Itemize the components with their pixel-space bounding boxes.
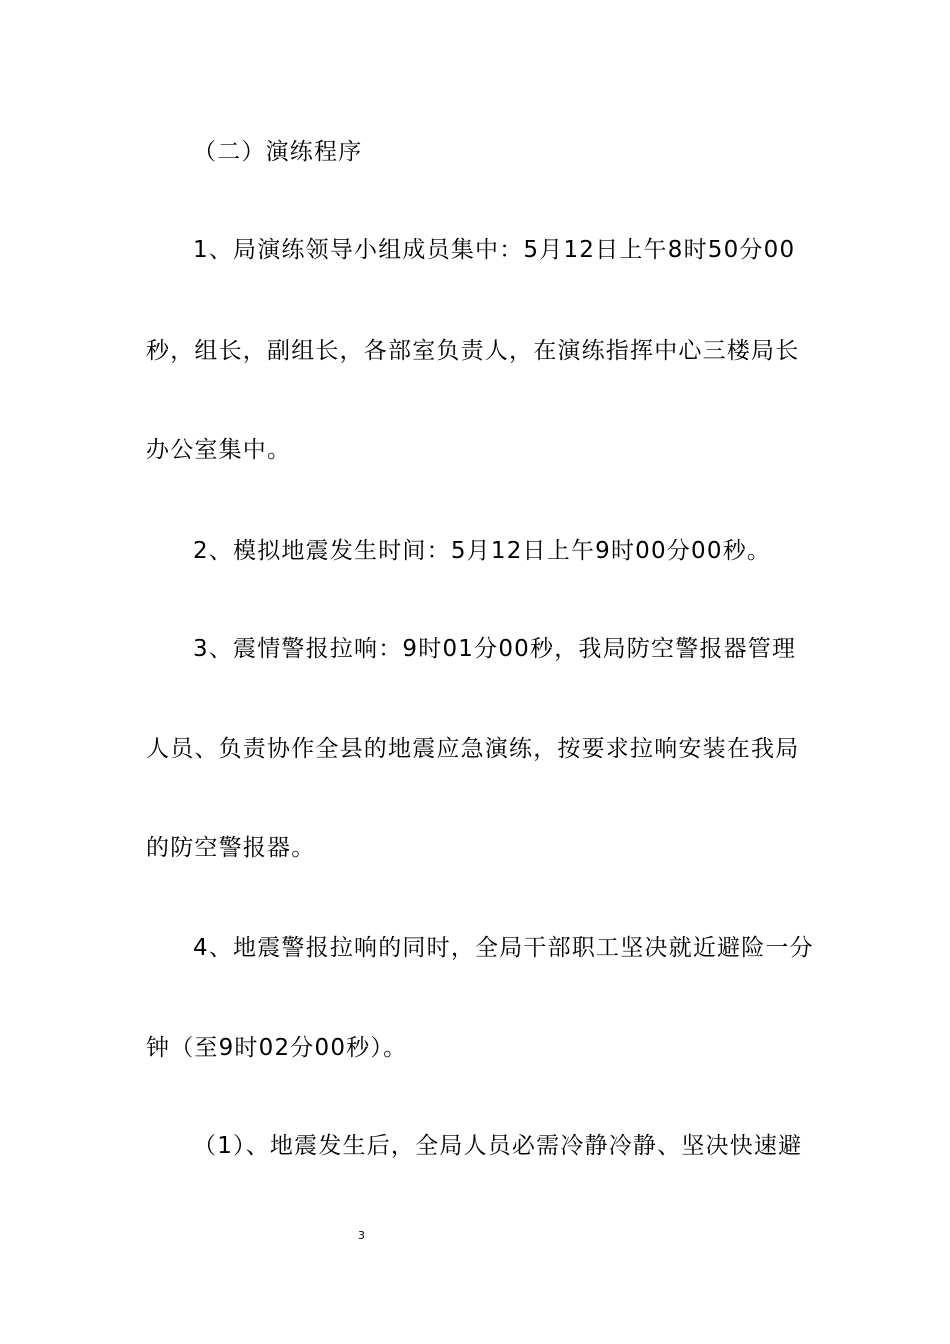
paragraph-4-line-2: 钟（至9时02分00秒）。 — [146, 1035, 408, 1061]
section-heading: （二）演练程序 — [193, 139, 363, 165]
paragraph-2-line-1: 2、模拟地震发生时间：5月12日上午9时00分00秒。 — [193, 538, 772, 564]
paragraph-5-line-1: （1）、地震发生后，全局人员必需冷静冷静、坚决快速避 — [193, 1133, 803, 1159]
page-number: 3 — [358, 1229, 365, 1242]
paragraph-3-line-2: 人员、负责协作全县的地震应急演练，按要求拉响安装在我局 — [146, 736, 800, 762]
paragraph-3-line-3: 的防空警报器。 — [146, 835, 316, 861]
paragraph-1-line-1: 1、局演练领导小组成员集中：5月12日上午8时50分00 — [193, 237, 796, 263]
paragraph-1-line-3: 办公室集中。 — [146, 437, 292, 463]
paragraph-3-line-1: 3、震情警报拉响：9时01分00秒，我局防空警报器管理 — [193, 636, 797, 662]
paragraph-1-line-2: 秒，组长，副组长，各部室负责人，在演练指挥中心三楼局长 — [146, 338, 800, 364]
paragraph-4-line-1: 4、地震警报拉响的同时，全局干部职工坚决就近避险一分 — [193, 935, 814, 961]
